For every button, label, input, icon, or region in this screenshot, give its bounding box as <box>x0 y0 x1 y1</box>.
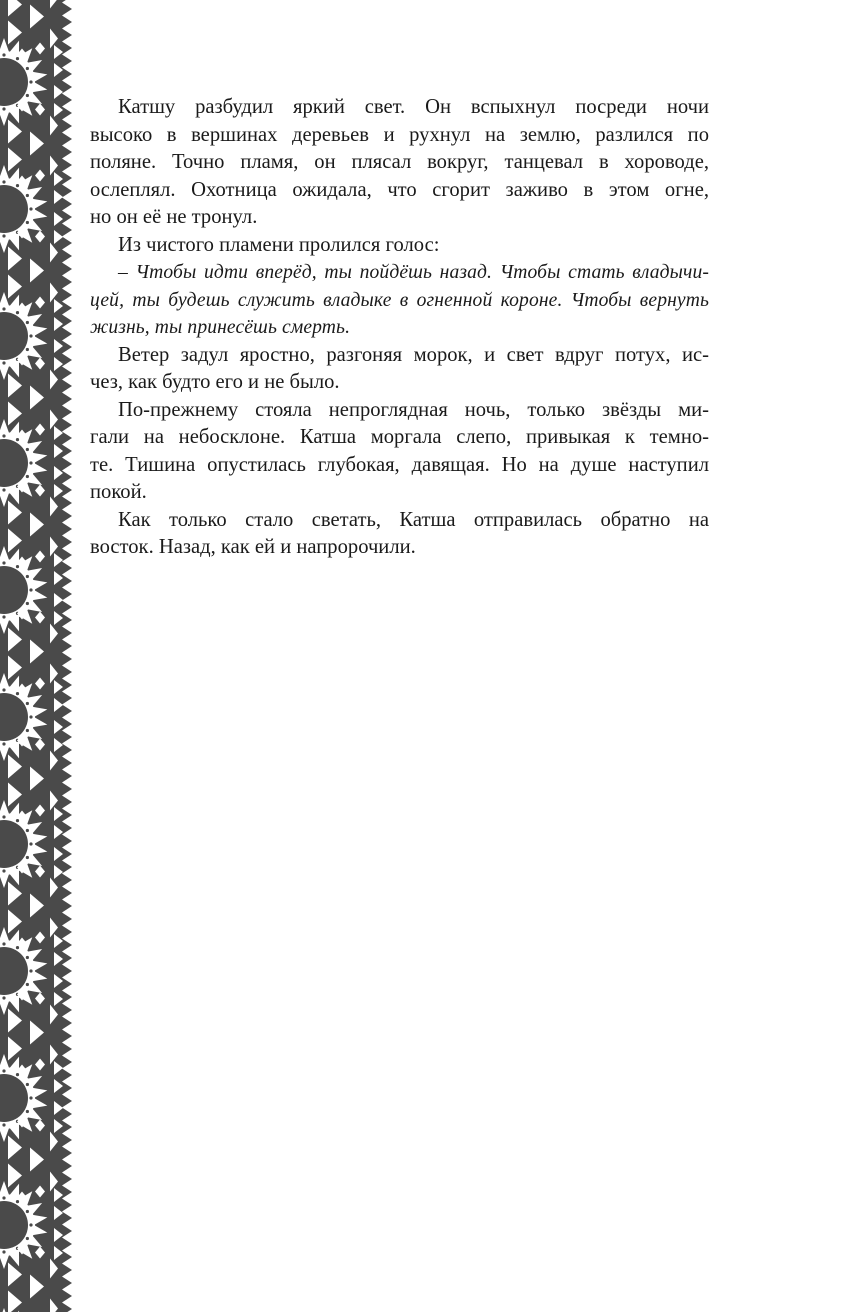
paragraph-line: Как только стало светать, Катша отправилась обратно на <box>118 508 709 531</box>
paragraph-line: те. Тишина опустилась глубокая, давящая. Но на душе наступил <box>90 453 709 476</box>
paragraph-line: По-прежнему стояла непроглядная ночь, только звёзды ми- <box>118 398 709 421</box>
paragraph-2 <box>118 232 709 260</box>
paragraph-line: Ветер задул яростно, разгоняя морок, и свет вдруг потух, ис- <box>118 343 709 366</box>
paragraph-6 <box>90 507 709 562</box>
paragraph-line: чез, как будто его и не было. <box>90 371 340 393</box>
paragraph-4 <box>90 342 709 397</box>
paragraph-line: поляне. Точно пламя, он плясал вокруг, танцевал в хороводе, <box>90 151 709 173</box>
paragraph-line: жизнь, ты принесёшь смерть. <box>90 317 351 338</box>
paragraph-line: гали на небосклоне. Катша моргала слепо, привыкая к темно- <box>90 426 709 448</box>
folk-sun-pattern-icon <box>0 0 72 1312</box>
paragraph-line: покой. <box>90 481 147 503</box>
paragraph-line: Катшу разбудил яркий свет. Он вспыхнул посреди ночи <box>118 96 709 118</box>
ornament-border-icon <box>0 0 72 1312</box>
paragraph-1 <box>90 94 709 232</box>
paragraph-line: высоко в вершинах деревьев и рухнул на землю, разлился по <box>90 123 709 146</box>
paragraph-5 <box>90 397 709 507</box>
paragraph-line: – Чтобы идти вперёд, ты пойдёшь назад. Чтобы стать владычи- <box>118 262 709 283</box>
paragraph-line: восток. Назад, как ей и напророчили. <box>90 536 416 558</box>
paragraph-speech <box>90 259 709 342</box>
paragraph-line: цей, ты будешь служить владыке в огненной короне. Чтобы вернуть <box>90 289 709 311</box>
paragraph-line: но он её не тронул. <box>90 206 258 228</box>
paragraph-line: ослеплял. Охотница ожидала, что сгорит заживо в этом огне, <box>90 178 709 201</box>
page-text <box>90 94 709 562</box>
paragraph-line: Из чистого пламени пролился голос: <box>118 233 440 256</box>
